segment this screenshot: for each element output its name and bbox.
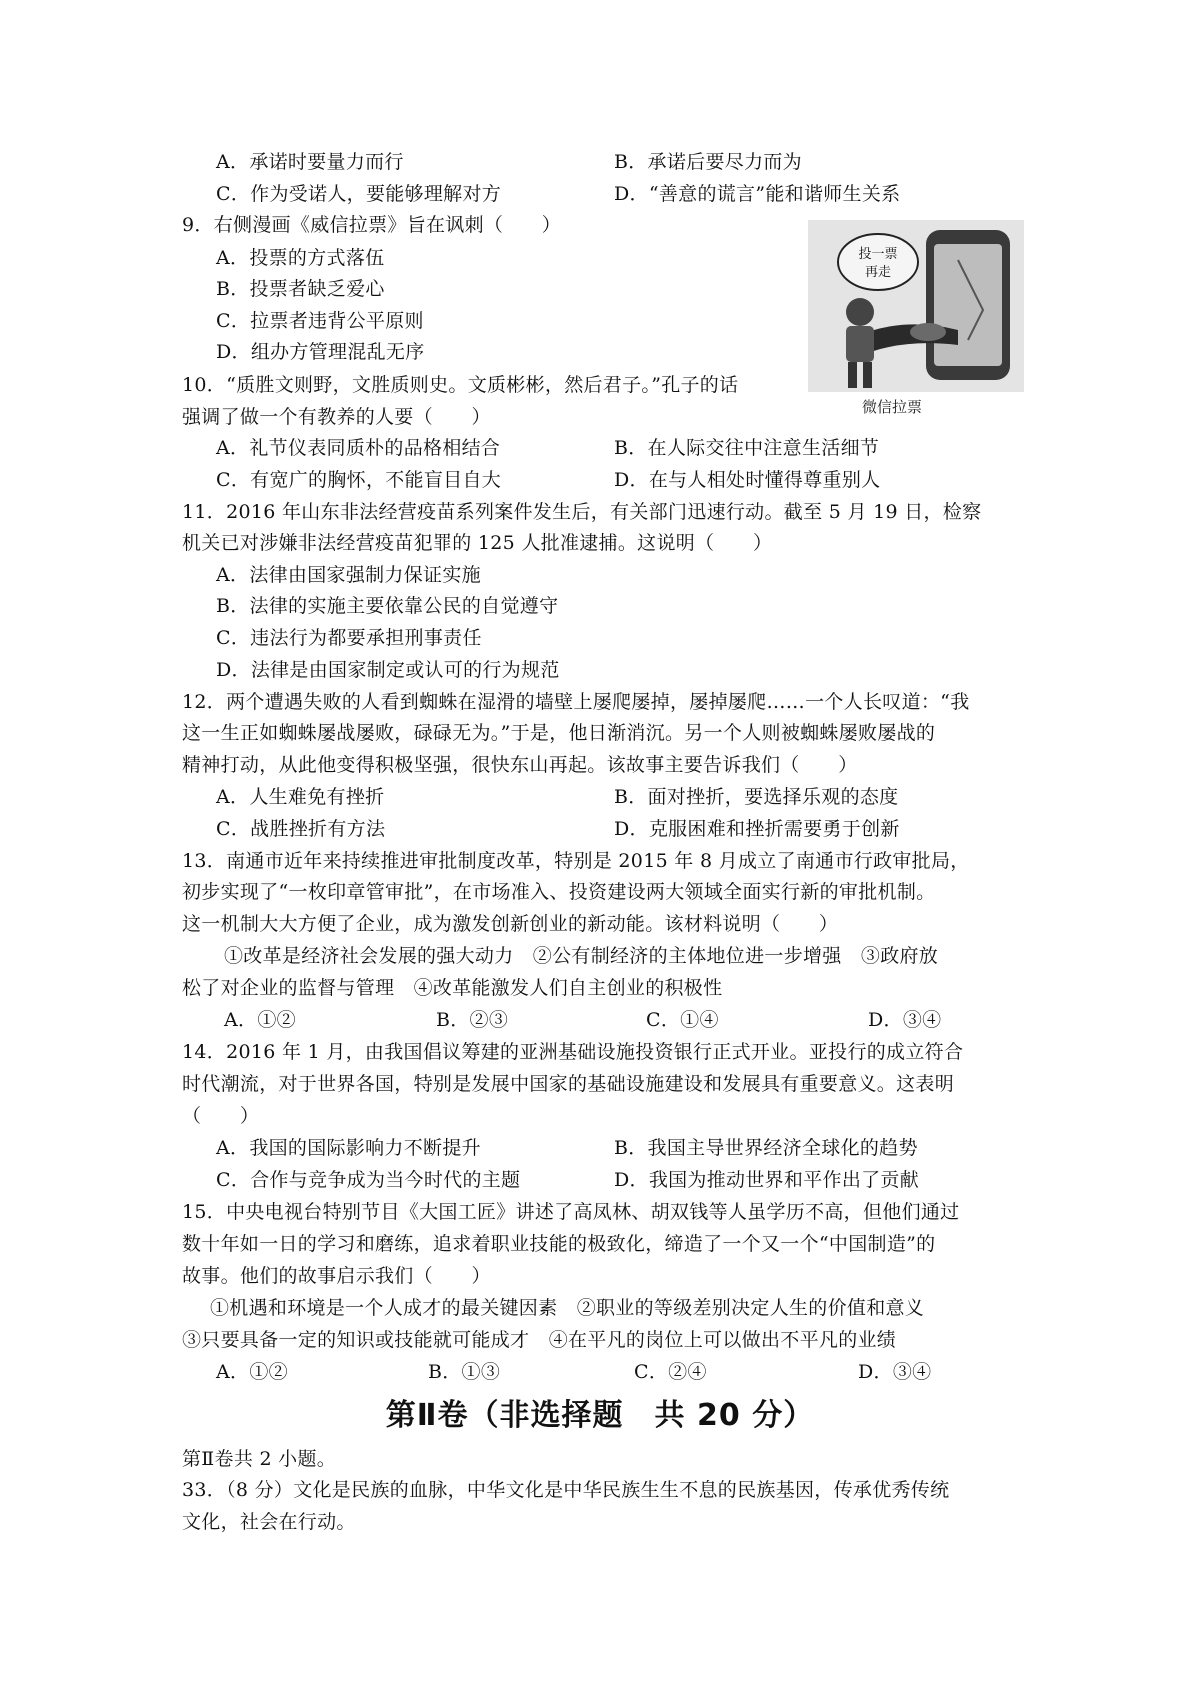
q15-statements-line1: ①机遇和环境是一个人成才的最关键因素 ②职业的等级差别决定人生的价值和意义 xyxy=(210,1297,925,1319)
q15-stem-line1: 15．中央电视台特别节目《大国工匠》讲述了高凤林、胡双钱等人虽学历不高，但他们通过 xyxy=(182,1201,960,1223)
q15-option-a: A．①② xyxy=(216,1361,288,1383)
q10-stem-line2: 强调了做一个有教养的人要（ ） xyxy=(182,406,491,428)
section-2-title: 第Ⅱ卷（非选择题 共 20 分） xyxy=(385,1398,815,1433)
q8-option-d: D．“善意的谎言”能和谐师生关系 xyxy=(614,183,901,205)
q14-option-b: B．我国主导世界经济全球化的趋势 xyxy=(614,1137,918,1159)
q13-option-c: C．①④ xyxy=(646,1009,719,1031)
q13-stem-line2: 初步实现了“一枚印章管审批”，在市场准入、投资建设两大领域全面实行新的审批机制。 xyxy=(182,881,936,903)
cartoon-bubble-line2: 再走 xyxy=(864,265,892,280)
q10-option-a: A．礼节仪表同质朴的品格相结合 xyxy=(216,437,501,459)
cartoon-speech-bubble xyxy=(838,234,918,290)
q11-stem-line2: 机关已对涉嫌非法经营疫苗犯罪的 125 人批准逮捕。这说明（ ） xyxy=(182,532,773,554)
q14-stem-line2: 时代潮流，对于世界各国，特别是发展中国家的基础设施建设和发展具有重要意义。这表明 xyxy=(182,1073,955,1095)
q13-statements-line1: ①改革是经济社会发展的强大动力 ②公有制经济的主体地位进一步增强 ③政府放 xyxy=(224,945,939,967)
q15-stem-line3: 故事。他们的故事启示我们（ ） xyxy=(182,1265,491,1287)
q11-option-c: C．违法行为都要承担刑事责任 xyxy=(216,627,482,649)
q12-option-b: B．面对挫折，要选择乐观的态度 xyxy=(614,786,899,808)
q33-line2: 文化，社会在行动。 xyxy=(182,1511,356,1533)
q9-stem: 9．右侧漫画《威信拉票》旨在讽刺（ ） xyxy=(182,214,562,236)
q13-option-b: B．②③ xyxy=(436,1009,509,1031)
q12-stem-line2: 这一生正如蜘蛛屡战屡败，碌碌无为。”于是，他日渐消沉。另一个人则被蜘蛛屡败屡战的 xyxy=(182,722,936,744)
cartoon-illustration xyxy=(808,220,1024,420)
q9-option-d: D．组办方管理混乱无序 xyxy=(216,341,425,363)
cartoon-caption: 微信拉票 xyxy=(861,398,923,416)
q12-stem-line3: 精神打动，从此他变得积极坚强，很快东山再起。该故事主要告诉我们（ ） xyxy=(182,754,858,776)
q15-stem-line2: 数十年如一日的学习和磨练，追求着职业技能的极致化，缔造了一个又一个“中国制造”的 xyxy=(182,1233,936,1255)
q14-stem-line1: 14．2016 年 1 月，由我国倡议筹建的亚洲基础设施投资银行正式开业。亚投行的成立符合 xyxy=(182,1041,964,1063)
q15-option-b: B．①③ xyxy=(428,1361,501,1383)
q8-option-c: C．作为受诺人，要能够理解对方 xyxy=(216,183,502,205)
q15-option-d: D．③④ xyxy=(858,1361,932,1383)
q13-stem-line3: 这一机制大大方便了企业，成为激发创新创业的新动能。该材料说明（ ） xyxy=(182,913,839,935)
q10-option-c: C．有宽广的胸怀，不能盲目自大 xyxy=(216,469,502,491)
q9-option-c: C．拉票者违背公平原则 xyxy=(216,310,424,332)
q11-option-d: D．法律是由国家制定或认可的行为规范 xyxy=(216,659,560,681)
q10-option-b: B．在人际交往中注意生活细节 xyxy=(614,437,880,459)
q14-stem-line3: （ ） xyxy=(182,1105,260,1127)
q8-option-b: B．承诺后要尽力而为 xyxy=(614,151,802,173)
q12-stem-line1: 12．两个遭遇失败的人看到蜘蛛在湿滑的墙壁上屡爬屡掉，屡掉屡爬……一个人长叹道：“我 xyxy=(182,691,970,713)
q10-stem-line1: 10．“质胜文则野，文胜质则史。文质彬彬，然后君子。”孔子的话 xyxy=(182,374,739,396)
q13-stem-line1: 13．南通市近年来持续推进审批制度改革，特别是 2015 年 8 月成立了南通市行政审批局， xyxy=(182,850,970,872)
q9-option-b: B．投票者缺乏爱心 xyxy=(216,278,385,300)
q13-statements-line2: 松了对企业的监督与管理 ④改革能激发人们自主创业的积极性 xyxy=(182,977,723,999)
q15-statements-line2: ③只要具备一定的知识或技能就可能成才 ④在平凡的岗位上可以做出不平凡的业绩 xyxy=(182,1329,897,1351)
q13-option-d: D．③④ xyxy=(868,1009,942,1031)
q11-option-b: B．法律的实施主要依靠公民的自觉遵守 xyxy=(216,595,559,617)
q11-option-a: A．法律由国家强制力保证实施 xyxy=(216,564,481,586)
q12-option-a: A．人生难免有挫折 xyxy=(216,786,385,808)
q12-option-d: D．克服困难和挫折需要勇于创新 xyxy=(614,818,900,840)
q13-option-a: A．①② xyxy=(224,1009,296,1031)
q9-option-a: A．投票的方式落伍 xyxy=(216,247,385,269)
q14-option-c: C．合作与竞争成为当今时代的主题 xyxy=(216,1169,521,1191)
q15-option-c: C．②④ xyxy=(634,1361,707,1383)
q8-option-a: A．承诺时要量力而行 xyxy=(216,151,404,173)
q10-option-d: D．在与人相处时懂得尊重别人 xyxy=(614,469,881,491)
q14-option-d: D．我国为推动世界和平作出了贡献 xyxy=(614,1169,920,1191)
cartoon-person xyxy=(846,298,874,326)
cartoon-bubble-line1: 投一票 xyxy=(858,247,898,262)
q11-stem-line1: 11．2016 年山东非法经营疫苗系列案件发生后，有关部门迅速行动。截至 5 月 19 日，检察 xyxy=(182,501,982,523)
q33-line1: 33．（8 分）文化是民族的血脉，中华文化是中华民族生生不息的民族基因，传承优秀传统 xyxy=(182,1479,950,1501)
section-2-note: 第Ⅱ卷共 2 小题。 xyxy=(182,1448,337,1470)
q12-option-c: C．战胜挫折有方法 xyxy=(216,818,386,840)
q14-option-a: A．我国的国际影响力不断提升 xyxy=(216,1137,481,1159)
